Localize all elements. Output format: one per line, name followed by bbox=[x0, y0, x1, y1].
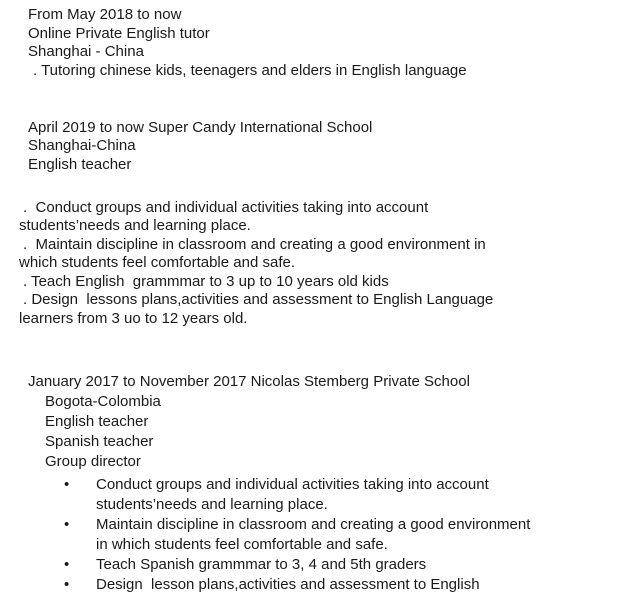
bullet-item-line: • Design lesson plans,activities and assessment to English bbox=[64, 576, 480, 593]
text-line: learners from 3 uo to 12 years old. bbox=[19, 309, 248, 327]
bullet-marker-icon: • bbox=[64, 556, 70, 573]
text-line: Group director bbox=[45, 453, 141, 470]
experience-super-candy-duties bbox=[0, 199, 620, 329]
bullet-marker-icon: • bbox=[64, 576, 70, 593]
experience-nicolas-stemberg-heading bbox=[0, 372, 620, 472]
text-line: . Maintain discipline in classroom and creating a good environment in bbox=[23, 235, 486, 253]
bullet-marker-icon: • bbox=[64, 476, 70, 493]
bullet-item-line: • Teach Spanish grammmar to 3, 4 and 5th graders bbox=[64, 556, 427, 573]
text-line: . Design lessons plans,activities and assessment to English Language bbox=[23, 291, 494, 308]
experience-nicolas-stemberg-duties bbox=[0, 475, 620, 594]
text-line: From May 2018 to now bbox=[28, 6, 182, 23]
text-line: Shanghai-China bbox=[28, 137, 136, 154]
bullet-marker-icon: • bbox=[64, 516, 70, 533]
experience-online-tutor bbox=[0, 6, 620, 80]
text-line: April 2019 to now Super Candy International School bbox=[28, 118, 373, 136]
text-line: Online Private English tutor bbox=[28, 24, 210, 42]
text-line: Spanish teacher bbox=[45, 433, 154, 450]
text-line: English teacher bbox=[45, 413, 149, 430]
text-line: . Conduct groups and individual activities taking into account bbox=[23, 198, 429, 216]
bullet-wrap-line: students’needs and learning place. bbox=[96, 496, 328, 513]
experience-super-candy-heading bbox=[0, 119, 620, 175]
bullet-item-line: • Maintain discipline in classroom and creating a good environment bbox=[64, 516, 531, 533]
text-line: students’needs and learning place. bbox=[19, 217, 251, 234]
text-line: Shanghai - China bbox=[28, 43, 144, 60]
bullet-item-line: • Conduct groups and individual activities taking into account bbox=[64, 476, 489, 493]
text-line: . Teach English grammmar to 3 up to 10 years old kids bbox=[23, 272, 389, 290]
text-line: English teacher bbox=[28, 155, 132, 173]
text-line: . Tutoring chinese kids, teenagers and elders in English language bbox=[33, 61, 467, 79]
bullet-wrap-line: in which students feel comfortable and safe. bbox=[96, 536, 388, 553]
text-line: Bogota-Colombia bbox=[45, 393, 161, 410]
text-line: which students feel comfortable and safe. bbox=[19, 254, 295, 271]
text-line: January 2017 to November 2017 Nicolas Stemberg Private School bbox=[28, 373, 470, 390]
